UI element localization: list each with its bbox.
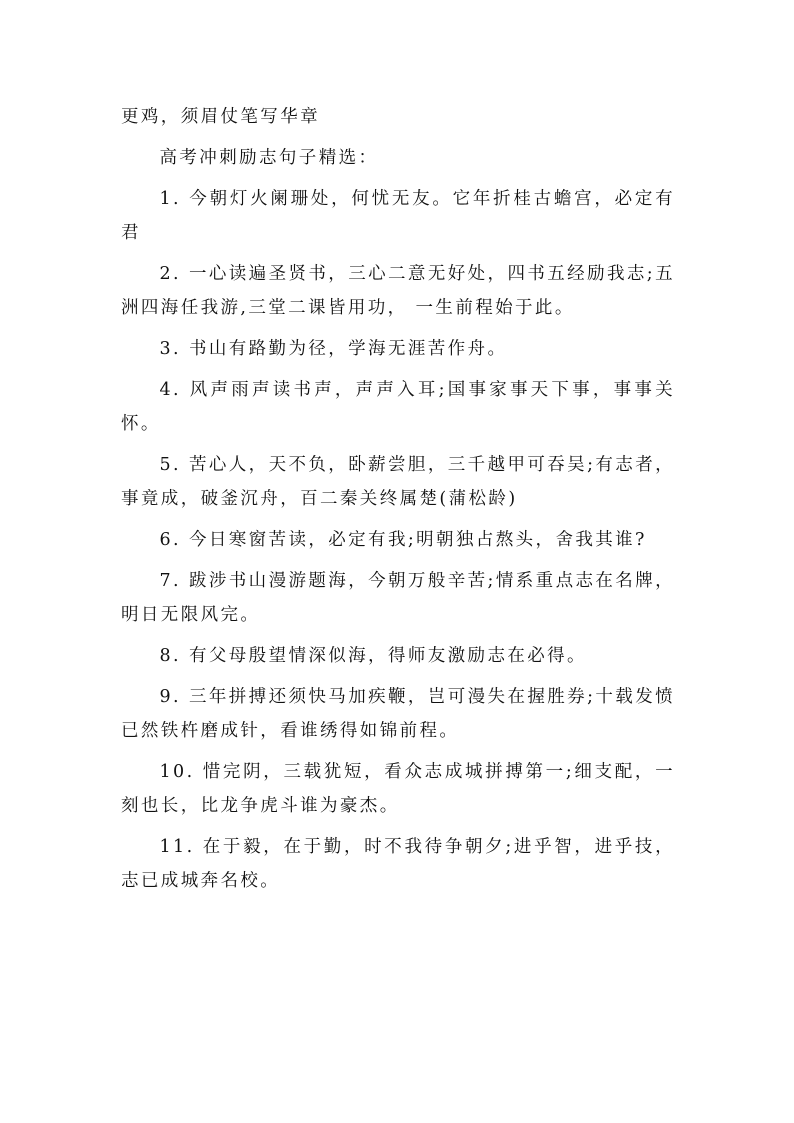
list-item: 1. 今朝灯火阑珊处，何忧无友。它年折桂古蟾宫，必定有君 — [121, 189, 675, 243]
list-item: 5. 苦心人，天不负，卧薪尝胆，三千越甲可吞吴;有志者，事竟成，破釜沉舟，百二秦关终属楚(蒲松龄) — [121, 455, 675, 509]
document-body — [121, 100, 675, 905]
list-item: 9. 三年拼搏还须快马加疾鞭，岂可漫失在握胜券;十载发愤已然铁杵磨成针，看谁绣得如锦前程。 — [121, 687, 675, 741]
list-item: 3. 书山有路勤为径，学海无涯苦作舟。 — [159, 339, 508, 359]
list-item: 7. 跋涉书山漫游题海，今朝万般辛苦;情系重点志在名牌，明日无限风完。 — [121, 571, 675, 625]
paragraph-continuation: 更鸡，须眉仗笔写华章 — [121, 107, 320, 127]
list-item: 11. 在于毅，在于勤，时不我待争朝夕;进乎智，进乎技，志已成城奔名校。 — [121, 837, 675, 891]
list-item: 8. 有父母殷望情深似海，得师友激励志在必得。 — [159, 646, 587, 666]
section-heading: 高考冲刺励志句子精选： — [159, 148, 379, 168]
list-item: 2. 一心读遍圣贤书，三心二意无好处，四书五经励我志;五洲四海任我游,三堂二课皆用功， 一生前程始于此。 — [121, 264, 675, 318]
list-item: 6. 今日寒窗苦读，必定有我;明朝独占熬头，舍我其谁? — [159, 530, 647, 550]
list-item: 10. 惜完阴，三载犹短，看众志成城拼搏第一;细支配，一刻也长，比龙争虎斗谁为豪杰。 — [121, 762, 675, 816]
list-item: 4. 风声雨声读书声，声声入耳;国事家事天下事，事事关怀。 — [121, 380, 675, 434]
